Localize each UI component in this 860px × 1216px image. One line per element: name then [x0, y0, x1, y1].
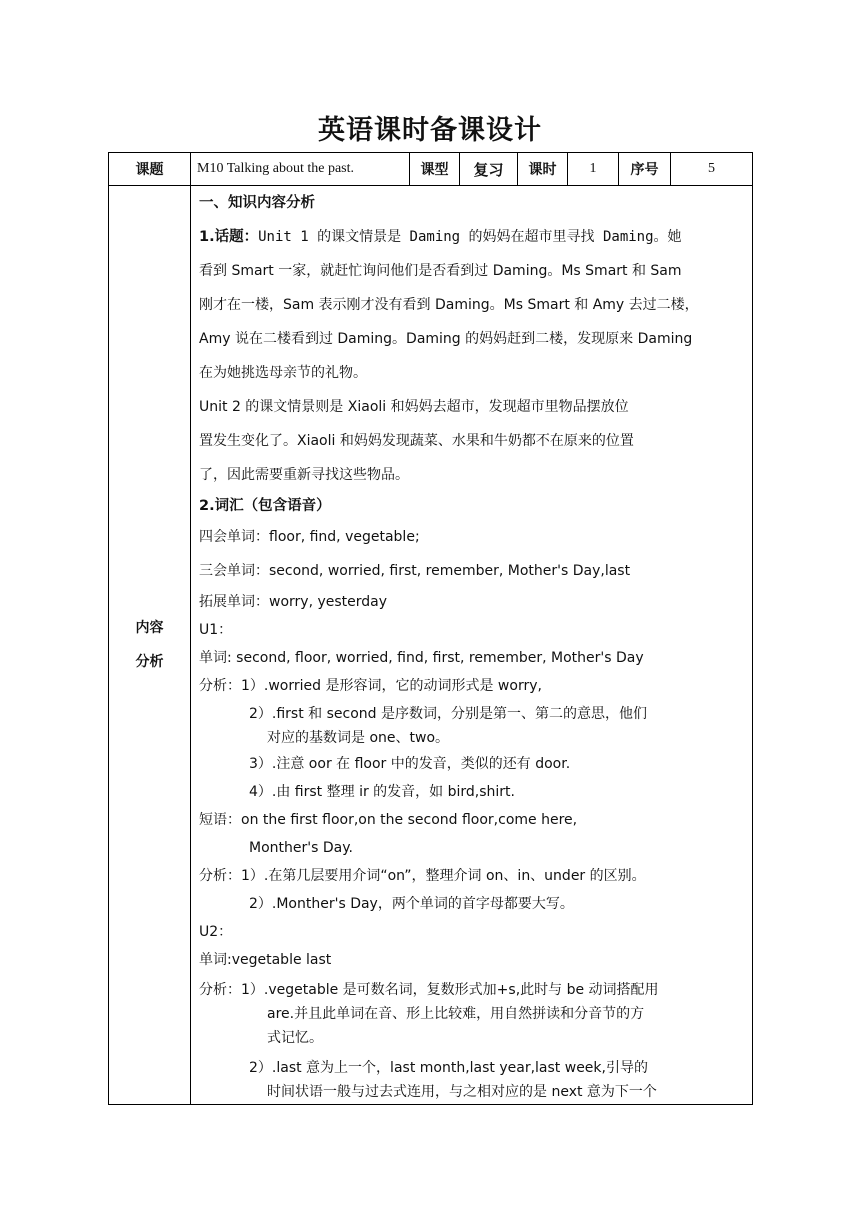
topic-line: 刚才在一楼，Sam 表示刚才没有看到 Daming。Ms Smart 和 Amy 去过二楼， [199, 297, 699, 313]
unit1-analysis-4: 4）.由 first 整理 ir 的发音，如 bird,shirt. [249, 784, 515, 800]
unit2-words: 单词:vegetable last [199, 952, 332, 968]
three-skill-words: 三会单词：second, worried, first, remember, Mother's Day,last [199, 563, 631, 579]
phrases-cont: Monther's Day. [249, 840, 353, 856]
unit2-label: U2： [199, 924, 233, 940]
topic-line: 看到 Smart 一家，就赶忙询问他们是否看到过 Daming。Ms Smart 和 Sam [199, 263, 682, 279]
four-skill-words: 四会单词：floor, find, vegetable; [199, 529, 420, 545]
unit2-analysis-2: 2）.last 意为上一个，last month,last year,last week,引导的 [249, 1060, 648, 1076]
unit2-analysis-1c: 式记忆。 [267, 1030, 323, 1046]
unit1-analysis-2: 2）.first 和 second 是序数词，分别是第一、第二的意思，他们 [249, 706, 647, 722]
unit1-words: 单词: second, floor, worried, find, first, remember, Mother's Day [199, 650, 644, 666]
heading-knowledge: 一、知识内容分析 [199, 195, 315, 211]
header-row [109, 153, 753, 186]
topic-label: 课题 [109, 153, 191, 186]
topic-line: Unit 2 的课文情景则是 Xiaoli 和妈妈去超市，发现超市里物品摆放位 [199, 399, 629, 415]
unit2-analysis-2b: 时间状语一般与过去式连用，与之相对应的是 next 意为下一个 [267, 1084, 657, 1100]
period-label: 课时 [518, 153, 568, 186]
section-label [109, 186, 191, 1105]
content-cell [191, 186, 753, 1105]
unit2-analysis-1: 分析：1）.vegetable 是可数名词，复数形式加+s,此时与 be 动词搭配用 [199, 982, 659, 998]
type-label: 课型 [410, 153, 460, 186]
topic-value: M10 Talking about the past. [191, 153, 410, 186]
unit1-analysis-2b: 对应的基数词是 one、two。 [267, 730, 450, 746]
vocab-heading: 2.词汇（包含语音） [199, 498, 331, 514]
period-value: 1 [568, 153, 619, 186]
extended-words: 拓展单词：worry, yesterday [199, 594, 388, 610]
phrase-analysis-2: 2）.Monther's Day，两个单词的首字母都要大写。 [249, 896, 574, 912]
topic-line: 置发生变化了。Xiaoli 和妈妈发现蔬菜、水果和牛奶都不在原来的位置 [199, 433, 634, 449]
phrases: 短语：on the first floor,on the second floor,come here, [199, 812, 578, 828]
type-value: 复习 [460, 153, 518, 186]
page-title: 英语课时备课设计 [318, 115, 542, 146]
topic-line: 在为她挑选母亲节的礼物。 [199, 365, 367, 381]
lesson-plan-table [108, 152, 753, 1105]
topic-line: Amy 说在二楼看到过 Daming。Daming 的妈妈赶到二楼，发现原来 Daming [199, 331, 693, 347]
topic-paragraph-line: 1.话题：Unit 1 的课文情景是 Daming 的妈妈在超市里寻找 Daming。她 [199, 229, 682, 245]
content-row [109, 186, 753, 1105]
number-label: 序号 [619, 153, 671, 186]
unit1-analysis-1: 分析：1）.worried 是形容词，它的动词形式是 worry, [199, 678, 542, 694]
number-value: 5 [671, 153, 753, 186]
unit2-analysis-1b: are.并且此单词在音、形上比较难，用自然拼读和分音节的方 [267, 1006, 645, 1022]
topic-line: 了，因此需要重新寻找这些物品。 [199, 467, 409, 483]
unit1-analysis-3: 3）.注意 oor 在 floor 中的发音，类似的还有 door. [249, 756, 571, 772]
section-label-line1: 内容 [135, 620, 164, 636]
section-label-line2: 分析 [135, 654, 164, 670]
unit1-label: U1： [199, 622, 233, 638]
topic-head: 1.话题： [199, 229, 259, 245]
phrase-analysis-1: 分析：1）.在第几层要用介词“on”，整理介词 on、in、under 的区别。 [199, 868, 646, 884]
